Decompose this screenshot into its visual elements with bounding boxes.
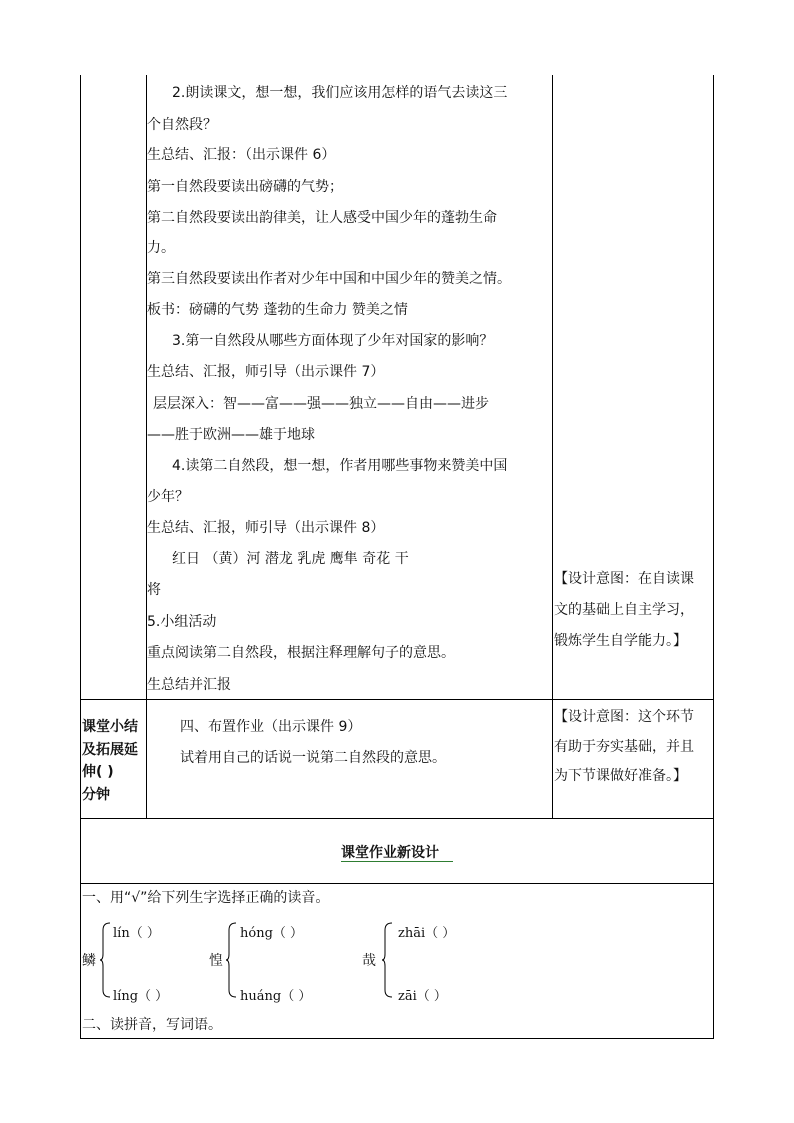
summary-content-line-1: 四、布置作业（出示课件 9） xyxy=(180,719,362,735)
main-line-4: 第一自然段要读出磅礴的气势； xyxy=(147,179,343,195)
design-intent-1-line-2: 文的基础上自主学习， xyxy=(554,602,694,618)
main-line-18: 5.小组活动 xyxy=(147,614,217,630)
main-line-15: 生总结、汇报，师引导（出示课件 8） xyxy=(147,520,385,536)
main-line-14: 少年？ xyxy=(147,489,189,505)
main-line-10: 生总结、汇报，师引导（出示课件 7） xyxy=(147,364,385,380)
main-line-17: 将 xyxy=(147,582,161,598)
pinyin-option-hong: hóng（ ） xyxy=(240,926,304,941)
design-intent-2-line-1: 【设计意图：这个环节 xyxy=(554,709,694,725)
main-line-16: 红日 （黄）河 潜龙 乳虎 鹰隼 奇花 干 xyxy=(172,551,409,567)
homework-title: 课堂作业新设计 xyxy=(341,845,439,861)
main-line-13: 4.读第二自然段，想一想，作者用哪些事物来赞美中国 xyxy=(172,458,508,474)
main-line-1: 2.朗读课文，想一想，我们应该用怎样的语气去读这三 xyxy=(172,85,508,101)
char-zai: 哉 xyxy=(362,953,376,969)
main-line-19: 重点阅读第二自然段，根据注释理解句子的意思。 xyxy=(147,645,455,661)
summary-content-line-2: 试着用自己的话说一说第二自然段的意思。 xyxy=(180,750,446,766)
left-brace-icon xyxy=(99,922,111,998)
summary-label-line-4: 分钟 xyxy=(82,787,110,803)
design-intent-1-line-1: 【设计意图：在自读课 xyxy=(554,571,694,587)
main-line-9: 3.第一自然段从哪些方面体现了少年对国家的影响？ xyxy=(172,333,494,349)
design-intent-2-line-3: 为下节课做好准备。】 xyxy=(554,768,687,784)
main-line-3: 生总结、汇报：（出示课件 6） xyxy=(147,147,336,163)
pinyin-option-lin: lín（ ） xyxy=(113,926,160,941)
homework-question-2: 二、读拼音，写词语。 xyxy=(82,1017,222,1033)
left-brace-icon xyxy=(381,922,393,998)
table-border-bottom xyxy=(80,1038,714,1039)
main-line-2: 个自然段？ xyxy=(147,117,217,133)
char-lin: 鳞 xyxy=(82,953,96,969)
summary-label-line-1: 课堂小结 xyxy=(82,719,138,735)
board-writing: 板书：磅礴的气势 蓬勃的生命力 赞美之情 xyxy=(147,302,408,318)
main-line-11: 层层深入：智——富——强——独立——自由——进步 xyxy=(153,396,489,412)
main-line-7: 第三自然段要读出作者对少年中国和中国少年的赞美之情。 xyxy=(147,271,511,287)
table-col-divider-2 xyxy=(552,75,553,818)
char-huang: 惶 xyxy=(209,953,223,969)
main-line-20: 生总结并汇报 xyxy=(147,677,231,693)
table-border-right xyxy=(713,75,714,1038)
main-line-5: 第二自然段要读出韵律美，让人感受中国少年的蓬勃生命 xyxy=(147,210,497,226)
left-brace-icon xyxy=(225,922,237,998)
table-border-left xyxy=(80,75,81,1038)
main-line-12: ——胜于欧洲——雄于地球 xyxy=(147,427,315,443)
design-intent-2-line-2: 有助于夯实基础，并且 xyxy=(554,739,694,755)
summary-label-line-2: 及拓展延 xyxy=(82,742,138,758)
homework-question-1: 一、用“√”给下列生字选择正确的读音。 xyxy=(82,890,330,906)
table-row-divider-3 xyxy=(80,883,714,884)
pinyin-option-zai: zāi（ ） xyxy=(398,989,447,1004)
table-row-divider-2 xyxy=(80,818,714,819)
main-line-6: 力。 xyxy=(147,240,175,256)
summary-label-line-3: 伸( ) xyxy=(82,764,114,780)
pinyin-option-zhai: zhāi（ ） xyxy=(398,926,456,941)
homework-title-underline xyxy=(341,861,453,862)
table-row-divider-1 xyxy=(80,699,714,700)
pinyin-option-ling: líng（ ） xyxy=(113,989,169,1004)
pinyin-option-huang: huáng（ ） xyxy=(240,989,312,1004)
design-intent-1-line-3: 锻炼学生自学能力。】 xyxy=(554,633,687,649)
